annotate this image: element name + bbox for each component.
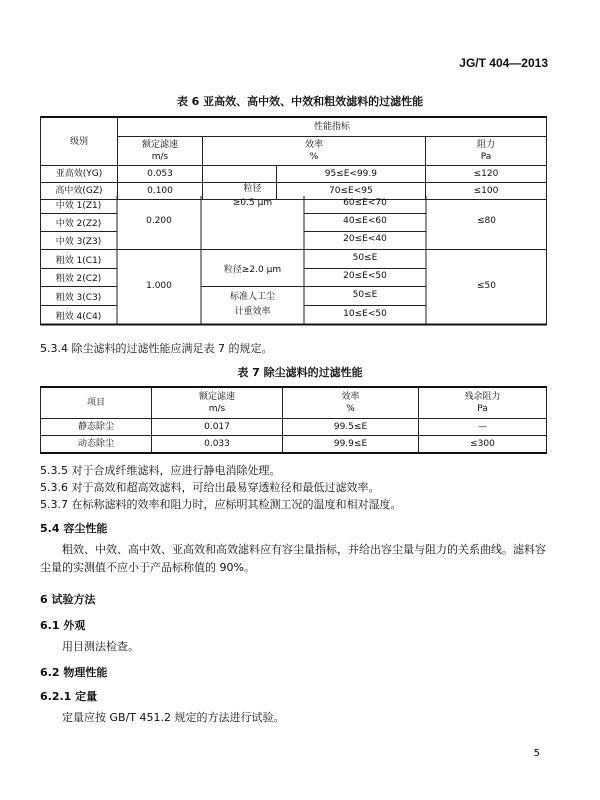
t6-level: 高中效(GZ) <box>41 183 118 200</box>
t6-efficiency: 20≤E<50 <box>343 271 387 281</box>
clause-5-3-4: 5.3.4 除尘滤料的过滤性能应满足表 7 的规定。 <box>40 342 273 355</box>
t6-efficiency: 60≤E<70 <box>343 198 387 208</box>
section-6-heading: 6 试验方法 <box>40 593 96 606</box>
t6-efficiency: 50≤E <box>352 290 378 300</box>
table-row <box>41 419 547 436</box>
t6-velocity-mid: 0.200 <box>146 216 172 226</box>
clause-5-3-6: 5.3.6 对于高效和超高效滤料，可给出最易穿透粒径和最低过滤效率。 <box>40 481 380 494</box>
t6-col-resistance: 阻力 Pa <box>426 137 547 166</box>
t6-eff-cell <box>203 166 426 183</box>
t7-velocity: 0.017 <box>152 419 283 436</box>
section-5-4-para-line1: 粗效、中效、高中效、亚高效和高效滤料应有容尘量指标，并给出容尘量与阻力的关系曲线。滤料容 <box>62 543 546 556</box>
t7-item: 动态除尘 <box>41 436 152 454</box>
t6-level: 中效 2(Z2) <box>55 219 102 229</box>
t6-particle-b: 粒径≥2.0 μm <box>223 265 282 275</box>
t6-col-level: 级别 <box>41 117 118 166</box>
table6-caption: 表 6 亚高效、高中效、中效和粗效滤料的过滤性能 <box>176 95 424 108</box>
section-6-1-heading: 6.1 外观 <box>40 619 86 632</box>
t6-efficiency: 50≤E <box>352 253 378 263</box>
t6-particle-a: 粒径 ≥0.5 μm <box>232 184 273 208</box>
section-6-1-para: 用目测法检查。 <box>62 640 139 653</box>
t6-resistance-coarse: ≤50 <box>477 281 496 291</box>
t6-efficiency: 10≤E<50 <box>343 309 387 319</box>
section-6-2-heading: 6.2 物理性能 <box>40 666 108 679</box>
t6-dust-method: 标准人工尘 计重效率 <box>229 292 275 317</box>
t7-resistance: — <box>419 419 547 436</box>
t6-group-header: 性能指标 <box>118 117 547 137</box>
t7-efficiency: 99.9≤E <box>283 436 419 454</box>
t6-efficiency: 20≤E<40 <box>343 234 387 244</box>
page-number: 5 <box>533 748 540 759</box>
t6-level: 亚高效(YG) <box>41 166 118 183</box>
t6-level: 中效 3(Z3) <box>55 237 102 247</box>
t6-velocity: 0.100 <box>118 183 203 200</box>
t6-level: 粗效 4(C4) <box>55 312 102 322</box>
t7-col-resistance: 残余阻力 Pa <box>419 387 547 419</box>
table7 <box>40 386 547 454</box>
t6-resistance-mid: ≤80 <box>477 216 496 226</box>
t6-resistance: ≤100 <box>426 183 547 200</box>
t6-level: 中效 1(Z1) <box>55 201 102 211</box>
section-5-4-para-line2: 尘量的实测值不应小于产品标称值的 90%。 <box>40 561 255 574</box>
t7-col-efficiency: 效率 % <box>283 387 419 419</box>
t7-col-item: 项目 <box>41 387 152 419</box>
t7-item: 静态除尘 <box>41 419 152 436</box>
t6-velocity: 0.053 <box>118 166 203 183</box>
t6-resistance: ≤120 <box>426 166 547 183</box>
t7-efficiency: 99.5≤E <box>283 419 419 436</box>
section-6-2-1-heading: 6.2.1 定量 <box>40 690 98 703</box>
t6-col-efficiency: 效率 % <box>203 137 426 166</box>
t6-velocity-coarse: 1.000 <box>146 281 172 291</box>
t6-level: 粗效 3(C3) <box>55 293 102 303</box>
section-6-2-1-para: 定量应按 GB/T 451.2 规定的方法进行试验。 <box>62 711 285 724</box>
t7-resistance: ≤300 <box>419 436 547 454</box>
table-row <box>41 436 547 454</box>
t6-efficiency: 95≤E<99.9 <box>276 166 425 182</box>
t6-level: 粗效 1(C1) <box>55 256 102 266</box>
standard-code: JG/T 404—2013 <box>459 56 548 70</box>
clause-5-3-5: 5.3.5 对于合成纤维滤料，应进行静电消除处理。 <box>40 464 281 477</box>
t6-col-velocity: 额定滤速 m/s <box>118 137 203 166</box>
clause-5-3-7: 5.3.7 在标称滤料的效率和阻力时，应标明其检测工况的温度和相对湿度。 <box>40 498 402 511</box>
table-row <box>41 166 547 183</box>
t6-efficiency: 40≤E<60 <box>343 216 387 226</box>
table7-caption: 表 7 除尘滤料的过滤性能 <box>237 366 363 379</box>
t7-velocity: 0.033 <box>152 436 283 454</box>
t6-level: 粗效 2(C2) <box>55 274 102 284</box>
section-5-4-heading: 5.4 容尘性能 <box>40 522 108 535</box>
t7-col-velocity: 额定滤速 m/s <box>152 387 283 419</box>
t6-efficiency: 70≤E<95 <box>276 183 425 199</box>
